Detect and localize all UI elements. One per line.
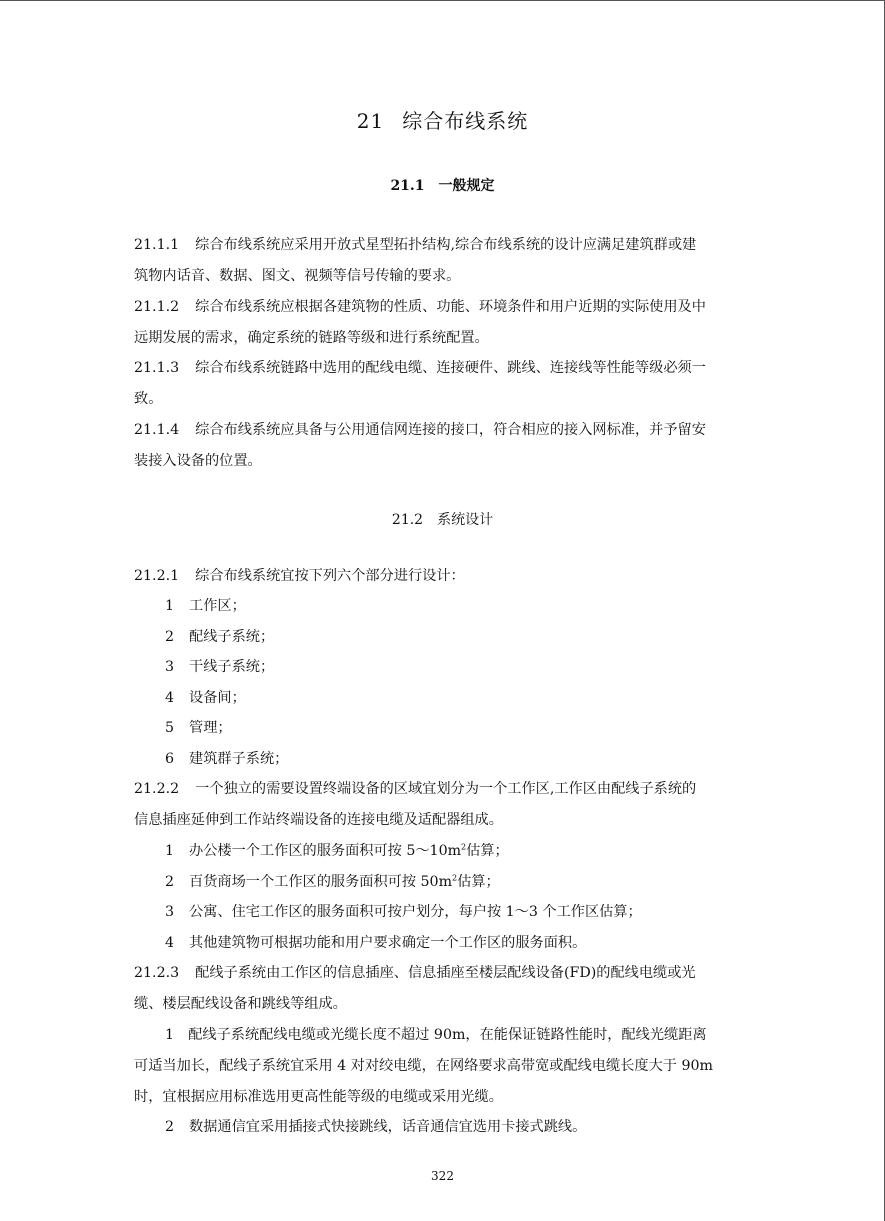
clause-text: 综合布线系统链路中选用的配线电缆、连接硬件、跳线、连接线等性能等级必须一	[195, 360, 706, 376]
section-title: 系统设计	[437, 512, 494, 528]
clause-text-cont: 远期发展的需求，确定系统的链路等级和进行系统配置。	[134, 330, 489, 346]
clause-21-1-1	[134, 230, 758, 292]
item-text-cont: 时，宜根据应用标准选用更高性能等级的电缆或采用光缆。	[134, 1089, 503, 1105]
section-heading-general	[0, 175, 885, 195]
clause-number: 21.2.3	[134, 965, 180, 981]
chapter-title-text: 综合布线系统	[402, 109, 529, 133]
clause-number: 21.2.2	[134, 781, 180, 797]
clause-number: 21.1.2	[134, 299, 180, 315]
clause-number: 21.1.3	[134, 360, 180, 376]
item-text-cont: 可适当加长，配线子系统宜采用 4 对对绞电缆，在网络要求高带宽或配线电缆长度大于 90m	[134, 1058, 714, 1074]
list-item: 4 其他建筑物可根据功能和用户要求确定一个工作区的服务面积。	[165, 935, 587, 951]
list-item: 6 建筑群子系统；	[165, 751, 289, 767]
clause-text: 配线子系统由工作区的信息插座、信息插座至楼层配线设备(FD)的配线电缆或光	[195, 965, 696, 981]
section-number: 21.1	[390, 178, 425, 194]
clause-21-1-4	[134, 415, 758, 477]
section-heading-design	[0, 509, 885, 529]
clause-21-1-2	[134, 292, 758, 354]
list-item: 3 干线子系统；	[165, 659, 275, 675]
clause-text: 一个独立的需要设置终端设备的区域宜划分为一个工作区,工作区由配线子系统的	[195, 781, 697, 797]
list-item: 1 办公楼一个工作区的服务面积可按 $5\sim 10m^2$估算；	[165, 842, 509, 859]
clause-text-cont: 装接入设备的位置。	[134, 453, 262, 469]
clause-text: 综合布线系统应采用开放式星型拓扑结构,综合布线系统的设计应满足建筑群或建	[195, 237, 697, 253]
chapter-number: 21	[356, 109, 385, 133]
list-item: 1 工作区；	[165, 598, 246, 614]
section-title: 一般规定	[438, 178, 495, 194]
clause-21-2-3-item-1	[134, 1020, 758, 1113]
clause-text-cont: 致。	[134, 391, 163, 407]
clause-text-cont: 筑物内话音、数据、图文、视频等信号传输的要求。	[134, 268, 461, 284]
list-item: 2 数据通信宜采用插接式快接跳线，话音通信宜选用卡接式跳线。	[165, 1119, 587, 1135]
clause-text-cont: 缆、楼层配线设备和跳线等组成。	[134, 996, 347, 1012]
chapter-title	[0, 105, 885, 134]
clause-21-1-3	[134, 353, 758, 415]
clause-number: 21.1.1	[134, 237, 180, 253]
list-item: 2 百货商场一个工作区的服务面积可按 $50m^2$估算；	[165, 873, 500, 890]
clause-text: 综合布线系统应根据各建筑物的性质、功能、环境条件和用户近期的实际使用及中	[195, 299, 706, 315]
clause-number: 21.2.1	[134, 568, 180, 584]
list-item: 2 配线子系统；	[165, 629, 275, 645]
item-text: 1 配线子系统配线电缆或光缆长度不超过 90m，在能保证链路性能时，配线光缆距离	[165, 1027, 707, 1043]
clause-text: 综合布线系统宜按下列六个部分进行设计：	[195, 568, 465, 584]
clause-21-2-2	[134, 774, 758, 836]
clause-text-cont: 信息插座延伸到工作站终端设备的连接电缆及适配器组成。	[134, 812, 503, 828]
clause-text: 综合布线系统应具备与公用通信网连接的接口，符合相应的接入网标准，并予留安	[195, 422, 706, 438]
section-number: 21.2	[391, 512, 424, 528]
list-item: 3 公寓、住宅工作区的服务面积可按户划分，每户按 1～3 个工作区估算；	[165, 904, 642, 920]
clause-number: 21.1.4	[134, 422, 180, 438]
page-number: 322	[431, 1169, 454, 1183]
list-item: 5 管理；	[165, 720, 232, 736]
clause-21-2-1	[134, 561, 758, 592]
list-item: 4 设备间；	[165, 690, 246, 706]
clause-21-2-3	[134, 958, 758, 1020]
